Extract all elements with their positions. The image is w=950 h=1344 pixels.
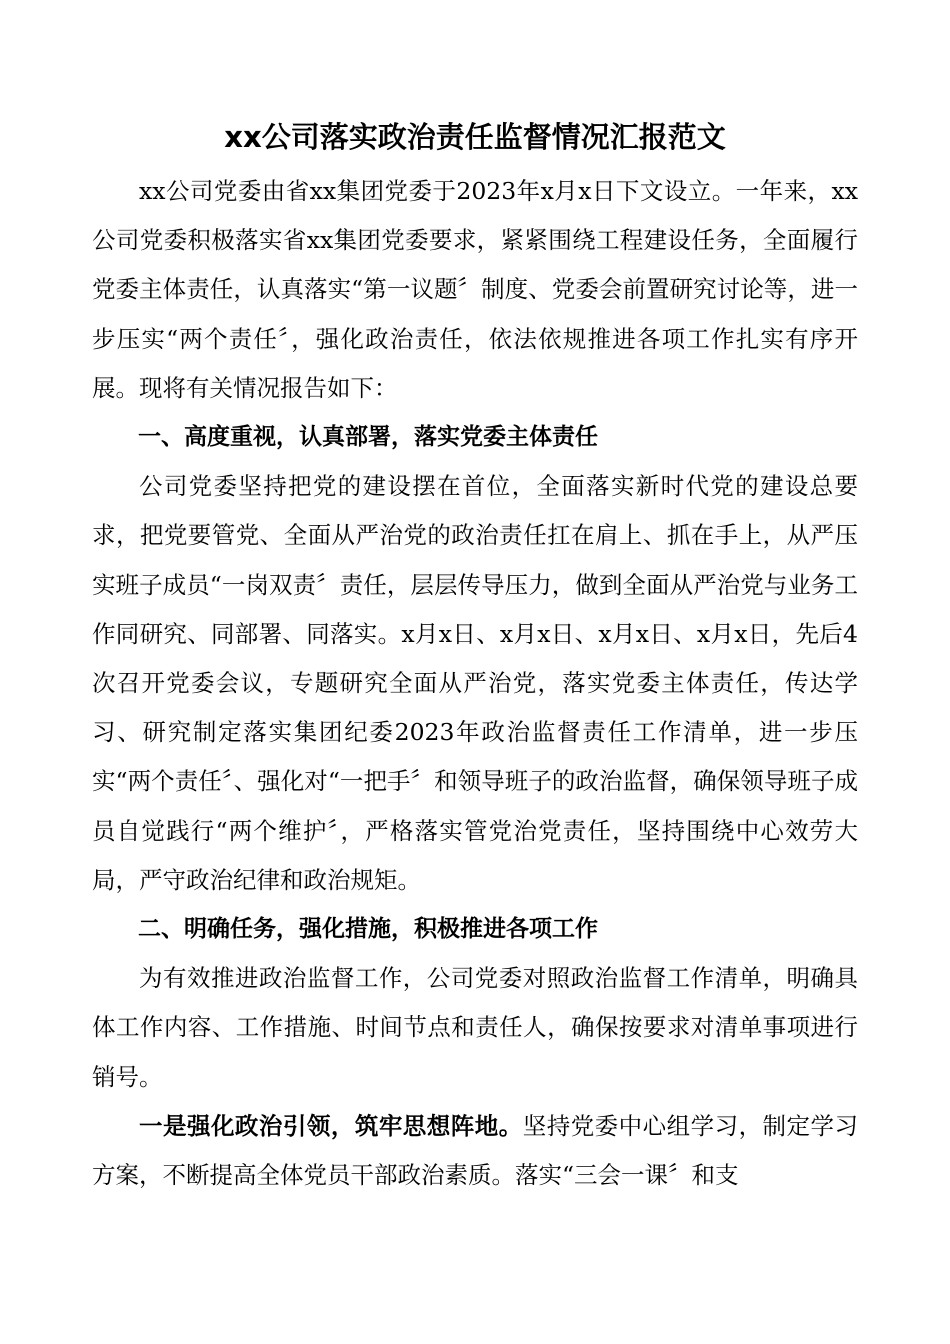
item1-lead: 一是强化政治引领，筑牢思想阵地。 [139,1111,523,1140]
section2-paragraph: 为有效推进政治监督工作，公司党委对照政治监督工作清单，明确具体工作内容、工作措施、时间节点和责任人，确保按要求对清单事项进行销号。 [92,964,858,1091]
item1-body: 坚持党委中心组学习，制定学习方案，不断提高全体党员干部政治素质。落实“三会一课〞和支 [92,1111,859,1190]
intro-paragraph: xx公司党委由省xx集团党委于2023年x月x日下文设立。一年来，xx公司党委积极落实省xx集团党委要求，紧紧围绕工程建设任务，全面履行党委主体责任，认真落实“第一议题〞制度、党委会前置研究讨论等，进一步压实“两个责任〞，强化政治责任，依法依规推进各项工作扎实有序开展。现将有关情况报告如下： [92,177,858,402]
section2-item1-paragraph [92,1102,858,1200]
section1-paragraph: 公司党委坚持把党的建设摆在首位，全面落实新时代党的建设总要求，把党要管党、全面从严治党的政治责任扛在肩上、抓在手上，从严压实班子成员“一岗双责〞责任，层层传导压力，做到全面从严治党与业务工作同研究、同部署、同落实。x月x日、x月x日、x月x日、x月x日，先后4次召开党委会议，专题研究全面从严治党，落实党委主体责任，传达学习、研究制定落实集团纪委2023年政治监督责任工作清单，进一步压实“两个责任〞、强化对“一把手〞和领导班子的政治监督，确保领导班子成员自觉践行“两个维护〞，严格落实管党治党责任，坚持围绕中心效劳大局，严守政治纪律和政治规矩。 [92,472,858,894]
section2-heading: 二、明确任务，强化措施，积极推进各项工作 [138,916,598,943]
section1-heading: 一、高度重视，认真部署，落实党委主体责任 [138,424,598,451]
document-title: xx公司落实政治责任监督情况汇报范文 [224,120,726,154]
